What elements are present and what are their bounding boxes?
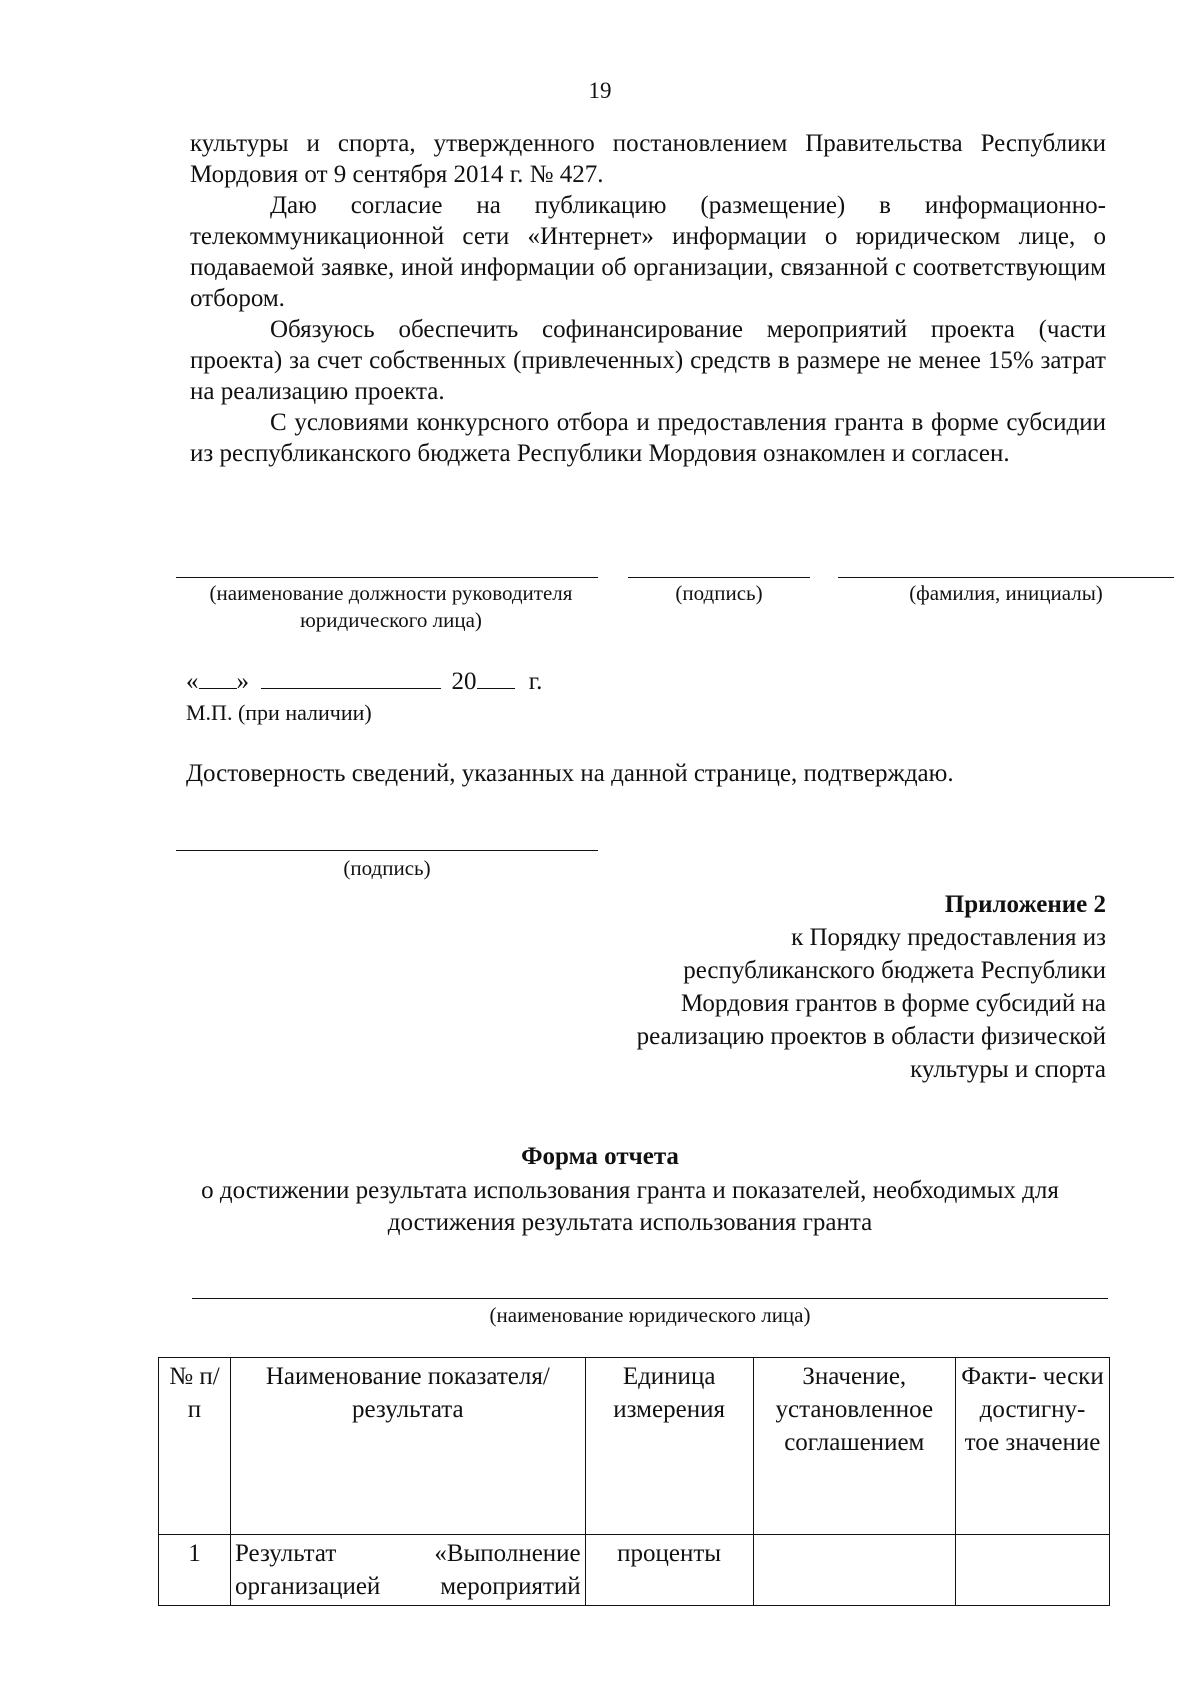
paragraph-cofinancing: Обязуюсь обеспечить софинансирование мероприятий проекта (части проекта) за счет собственных (привлеченных) средств в размере не менее 15% затрат на реализацию проекта. <box>190 316 1106 405</box>
stamp-note: М.П. (при наличии) <box>186 700 372 725</box>
entity-name-line <box>192 1298 1108 1299</box>
row-unit: проценты <box>585 1535 753 1606</box>
row-actual-value <box>955 1535 1109 1606</box>
year-prefix: 20 <box>451 668 477 695</box>
date-line <box>186 668 542 696</box>
row-number: 1 <box>159 1535 231 1606</box>
row-indicator-name: Результат «Выполнение организацией мероприятий <box>230 1535 585 1606</box>
name-caption: (фамилия, инициалы) <box>909 581 1103 605</box>
header-indicator-name: Наименование показателя/ результата <box>230 1358 585 1535</box>
appendix-line: культуры и спорта <box>910 1056 1106 1083</box>
confirmation-signature-caption: (подпись) <box>343 856 431 880</box>
body-paragraph-3 <box>190 314 1106 407</box>
quote-close: » <box>236 668 249 695</box>
report-table <box>158 1357 1110 1606</box>
header-unit: Единица измерения <box>585 1358 753 1535</box>
table-row <box>159 1535 1110 1606</box>
day-blank <box>199 668 237 689</box>
position-signature-line <box>176 577 598 578</box>
page-number: 19 <box>588 78 612 103</box>
header-planned-value: Значение, установленное соглашением <box>753 1358 955 1535</box>
name-signature-line <box>838 577 1174 578</box>
body-paragraph-1 <box>190 128 1106 190</box>
appendix-title: Приложение 2 <box>944 891 1106 918</box>
appendix-line: республиканского бюджета Республики <box>683 957 1106 984</box>
month-blank <box>261 668 441 689</box>
appendix-line: Мордовия грантов в форме субсидий на <box>680 990 1106 1017</box>
paragraph-consent: Даю согласие на публикацию (размещение) в информационно-телекоммуникационной сети «Интернет» информации о юридическом лице, о подаваемой заявке, иной информации об организации, связанной с соответствующим отбором. <box>190 192 1106 312</box>
paragraph-agreement: С условиями конкурсного отбора и предоставления гранта в форме субсидии из республиканского бюджета Республики Мордовия ознакомлен и согласен. <box>190 409 1106 467</box>
row-planned-value <box>753 1535 955 1606</box>
header-actual-value: Факти- чески достигну- тое значение <box>955 1358 1109 1535</box>
appendix-line: к Порядку предоставления из <box>791 924 1106 951</box>
body-paragraph-4 <box>190 407 1106 469</box>
confirmation-text: Достоверность сведений, указанных на данной странице, подтверждаю. <box>186 760 954 787</box>
year-suffix: г. <box>528 668 543 695</box>
form-title: Форма отчета <box>521 1143 679 1170</box>
table-header-row <box>159 1358 1110 1535</box>
position-caption: (наименование должности руководителя юридического лица) <box>209 581 573 632</box>
confirmation-signature-line <box>176 850 598 851</box>
appendix-line: реализацию проектов в области физической <box>636 1023 1106 1050</box>
quote-open: « <box>186 668 199 695</box>
body-paragraph-2 <box>190 190 1106 314</box>
entity-name-caption: (наименование юридического лица) <box>489 1303 811 1327</box>
appendix-block <box>637 888 1106 1086</box>
form-subtitle: о достижении результата использования гранта и показателей, необходимых для достижения результата использования гранта <box>201 1177 1059 1236</box>
header-number: № п/п <box>159 1358 231 1535</box>
signature-line <box>628 577 810 578</box>
signature-caption: (подпись) <box>675 581 763 605</box>
year-blank <box>477 668 515 689</box>
paragraph-continuation: культуры и спорта, утвержденного постановлением Правительства Республики Мордовия от 9 сентября 2014 г. № 427. <box>190 130 1106 188</box>
